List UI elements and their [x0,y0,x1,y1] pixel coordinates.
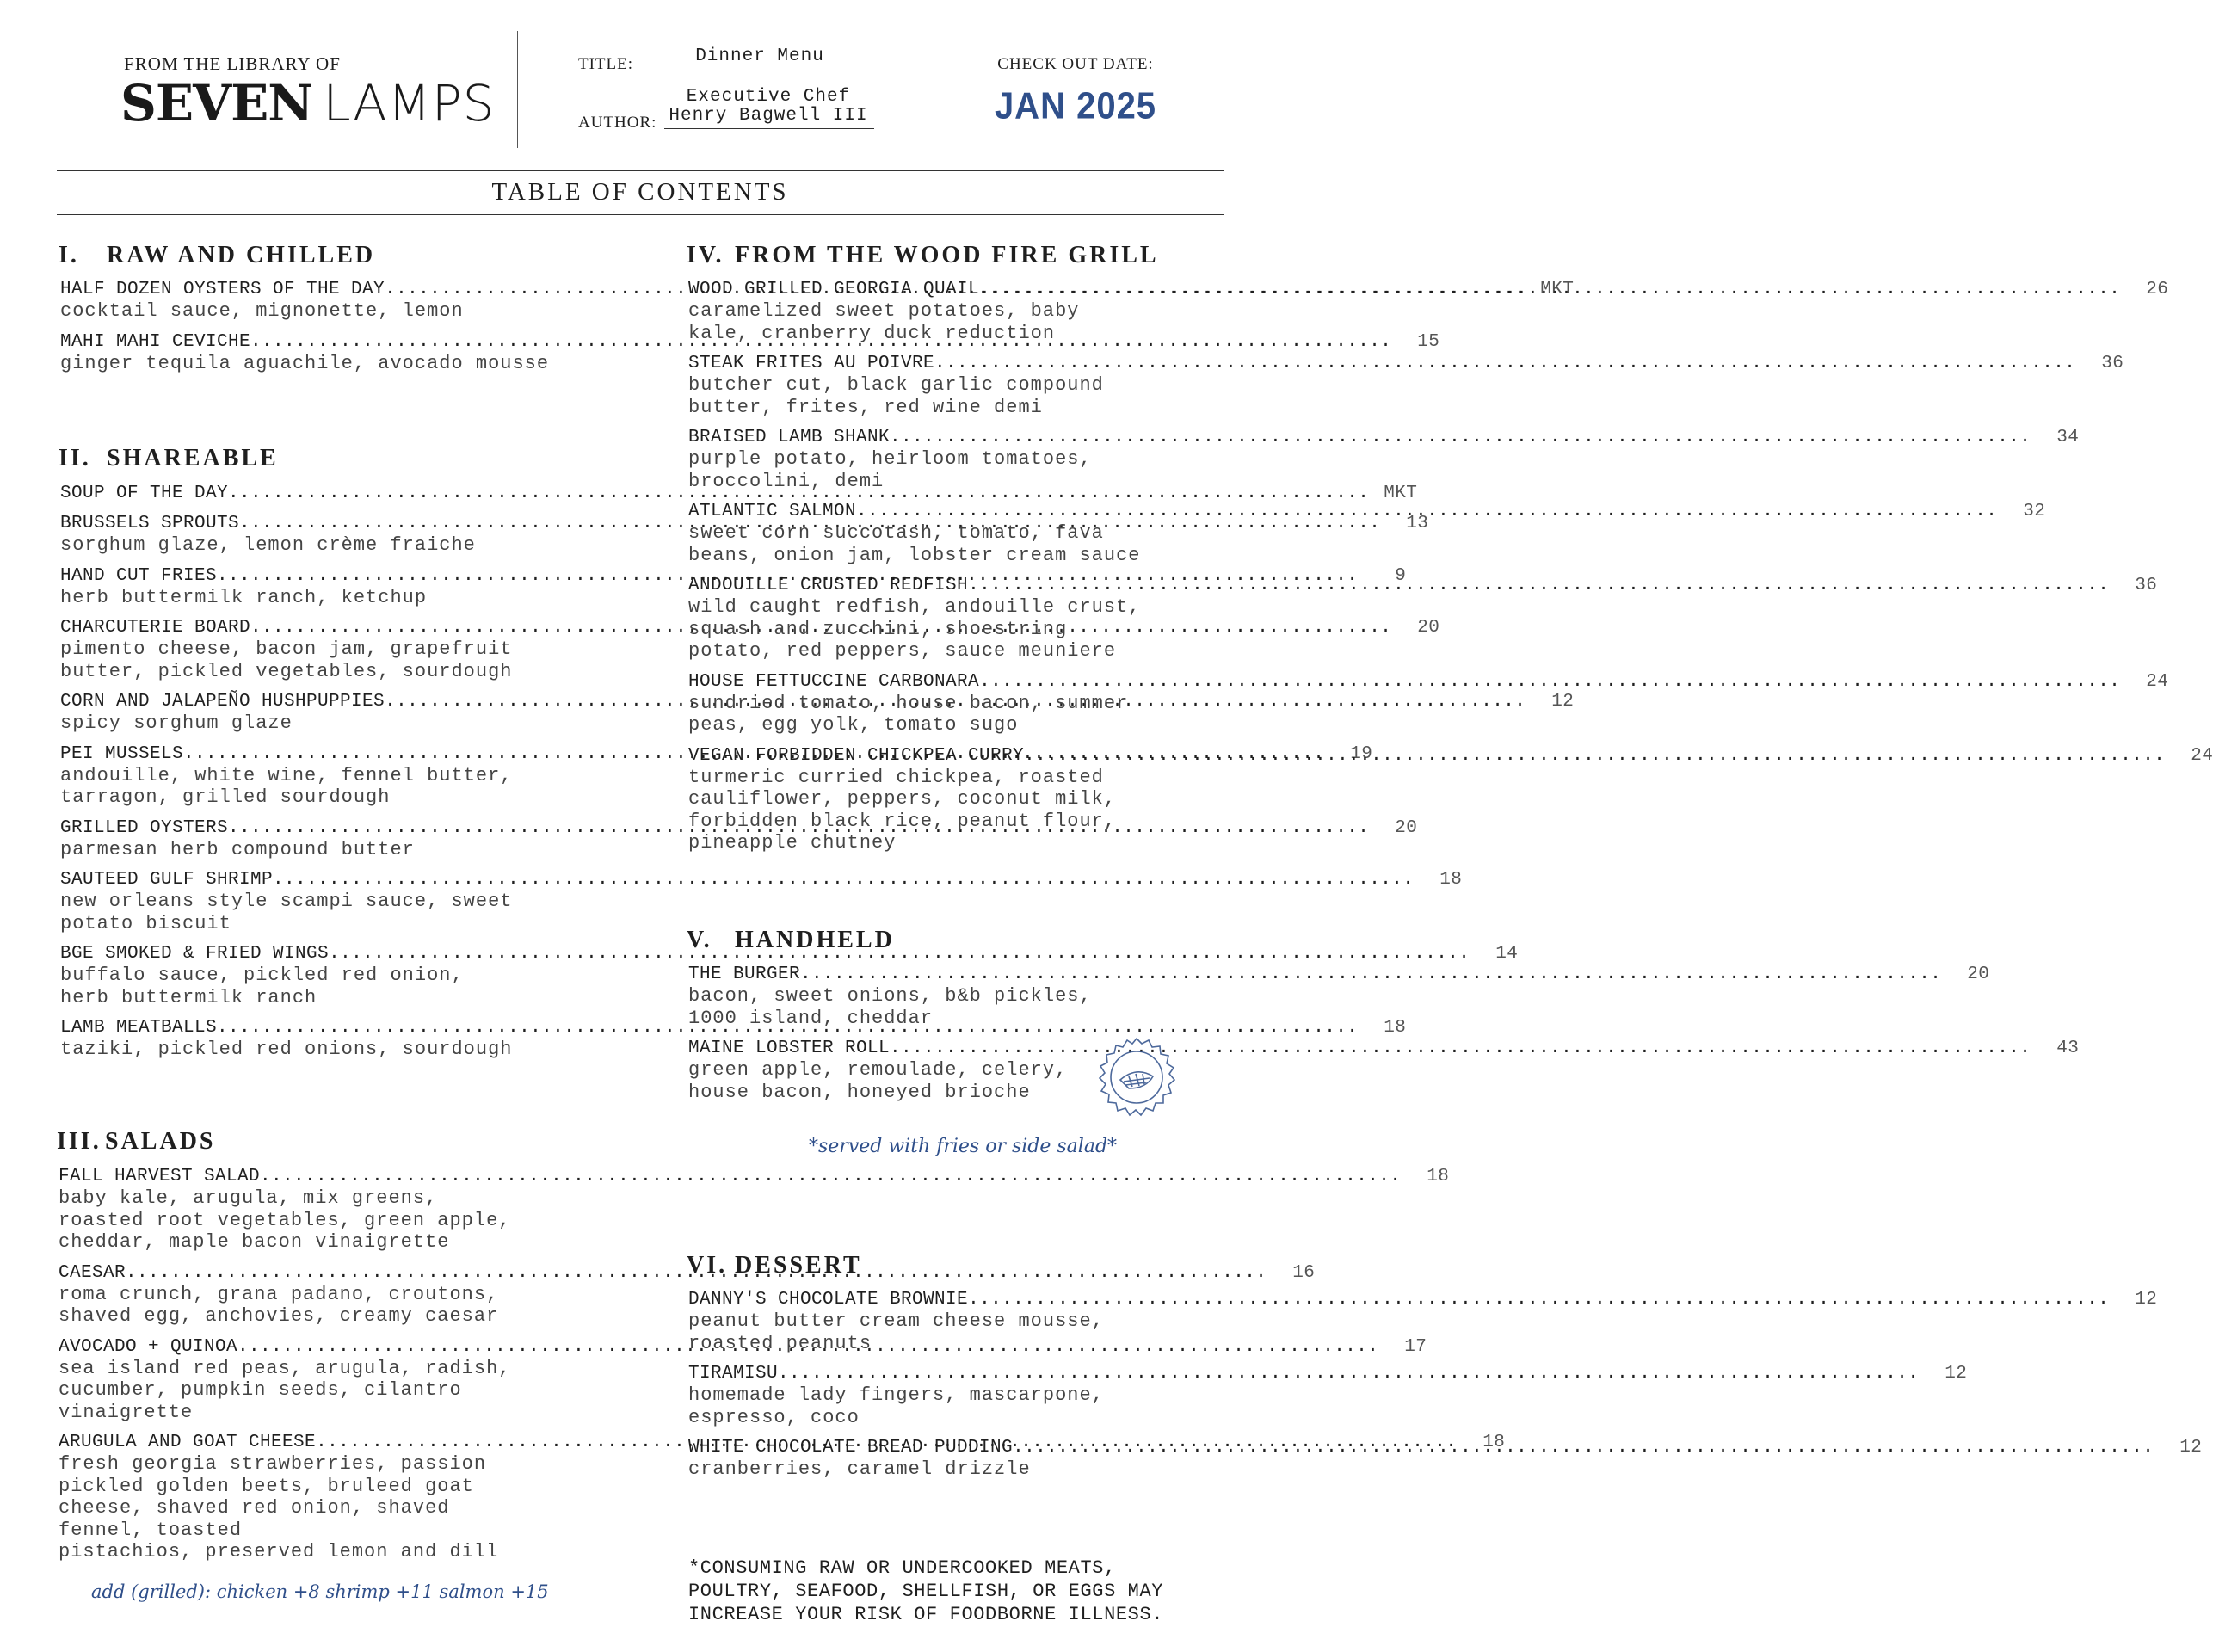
menu-item-description: espresso, coco [688,1406,860,1428]
menu-item [688,427,2080,492]
handheld-side-note: *served with fries or side salad* [809,1136,1118,1157]
dot-leader [890,1038,2031,1059]
menu-item-price: 12 [1945,1364,1968,1384]
menu-item-description: cranberries, caramel drizzle [688,1458,1031,1480]
dot-leader [329,943,1470,965]
menu-item-name: THE BURGER [688,965,801,984]
warning-line: INCREASE YOUR RISK OF FOODBORNE ILLNESS. [688,1604,1164,1625]
title-value: Dinner Menu [695,46,824,66]
dot-leader [856,501,1997,522]
section-title: HANDHELD [735,927,895,953]
dot-leader [1024,745,2165,767]
menu-item-name: LAMB MEATBALLS [60,1018,218,1038]
menu-item-price: MKT [1384,484,1418,503]
menu-item-name: PEI MUSSELS [60,743,184,764]
menu-item-name: SAUTEED GULF SHRIMP [60,870,274,890]
warning-line: *CONSUMING RAW OR UNDERCOOKED MEATS, [688,1557,1116,1579]
menu-item-description: sea island red peas, arugula, radish, [59,1357,511,1379]
dot-leader [800,964,1941,985]
menu-item-description: caramelized sweet potatoes, baby [688,300,1080,322]
menu-item-name: BRAISED LAMB SHANK [688,428,891,447]
menu-item-description: roasted root vegetables, green apple, [59,1209,511,1231]
dot-leader [979,671,2120,693]
menu-item-name: MAINE LOBSTER ROLL [688,1039,891,1058]
menu-item-price: 26 [2146,280,2169,299]
section-number: II. [59,445,91,472]
author-line-2: Henry Bagwell III [669,106,868,126]
menu-item-description: butter, frites, red wine demi [688,396,1043,418]
menu-item-description: forbidden black rice, peanut flour, [688,810,1117,832]
menu-item-name: BRUSSELS SPROUTS [60,514,240,533]
menu-item-description: cauliflower, peppers, coconut milk, [688,788,1117,810]
menu-item [60,483,1418,504]
menu-item-name: TIRAMISU [688,1364,779,1384]
menu-item-price: 16 [1292,1262,1316,1283]
menu-item-price: 24 [2191,745,2213,766]
menu-item-description: beans, onion jam, lobster cream sauce [688,544,1141,566]
table-of-contents-heading: TABLE OF CONTENTS [491,178,789,206]
author-line-1: Executive Chef [686,87,851,107]
menu-item-price: 24 [2146,671,2169,692]
menu-item-name: FALL HARVEST SALAD [59,1167,261,1187]
menu-item-price: 18 [1427,1167,1450,1187]
section-heading-wood-fire-grill [687,242,1159,269]
salad-addon-note: add (grilled): chicken +8 shrimp +11 salmon +15 [91,1581,549,1602]
dot-leader [1013,1437,2154,1458]
menu-item-description: peanut butter cream cheese mousse, [688,1310,1104,1332]
section-title: FROM THE WOOD FIRE GRILL [735,242,1159,268]
menu-item-row [688,501,2046,522]
menu-item-description: purple potato, heirloom tomatoes, [688,448,1092,470]
menu-item-description: vinaigrette [59,1401,194,1423]
section-number: I. [59,242,79,268]
menu-item-price: 20 [1967,965,1990,984]
section-number: V. [687,927,712,953]
menu-item-description: cheddar, maple bacon vinaigrette [59,1231,450,1253]
menu-item-description: taziki, pickled red onions, sourdough [60,1039,513,1060]
menu-item-row [688,575,2158,596]
menu-item-description: fennel, toasted [59,1519,243,1541]
menu-item-name: SOUP OF THE DAY [60,484,229,503]
menu-item-name: ANDOUILLE CRUSTED REDFISH [688,576,969,595]
menu-item-name: STEAK FRITES AU POIVRE [688,354,935,373]
section-title: DESSERT [735,1252,862,1279]
menu-item [688,1363,1968,1428]
menu-item-price: 12 [2179,1438,2203,1458]
menu-item-price: 20 [1395,817,1418,838]
menu-item-description: baby kale, arugula, mix greens, [59,1187,438,1209]
menu-item-price: 18 [1439,870,1463,890]
menu-item-price: MKT [1540,280,1575,299]
menu-item-name: WHITE CHOCOLATE BREAD PUDDING [688,1438,1014,1458]
menu-item-price: 43 [2056,1039,2080,1058]
menu-item-price: 36 [2101,354,2124,373]
menu-item-description: tarragon, grilled sourdough [60,786,391,808]
menu-item-name: VEGAN FORBIDDEN CHICKPEA CURRY [688,745,1025,766]
header-divider-left [517,31,518,148]
menu-item-description: kale, cranberry duck reduction [688,322,1056,344]
menu-item-row [60,943,1519,965]
checkout-label: CHECK OUT DATE: [997,55,1154,73]
menu-item-price: 15 [1417,331,1440,352]
menu-item-price: 36 [2135,576,2158,595]
menu-item-name: CHARCUTERIE BOARD [60,618,251,638]
menu-item-name: MAHI MAHI CEVICHE [60,331,251,352]
menu-item-price: 17 [1404,1336,1427,1357]
menu-item-row [688,671,2169,693]
author-label: AUTHOR: [578,114,657,132]
menu-item-name: HAND CUT FRIES [60,565,218,586]
menu-item-description: butter, pickled vegetables, sourdough [60,660,513,682]
menu-item-price: 13 [1406,514,1429,533]
menu-item-name: CAESAR [59,1262,126,1283]
menu-item-description: wild caught redfish, andouille crust, [688,596,1141,618]
dot-leader [934,353,2075,374]
menu-item-name: WOOD GRILLED GEORGIA QUAIL [688,280,980,299]
menu-item-name: AVOCADO + QUINOA [59,1336,238,1357]
menu-item-price: 12 [1551,692,1575,712]
menu-item-description: turmeric curried chickpea, roasted [688,766,1104,788]
menu-item-description: cheese, shaved red onion, shaved [59,1497,450,1519]
menu-item-description: house bacon, honeyed brioche [688,1081,1031,1103]
menu-item-price: 18 [1384,1018,1407,1038]
menu-item-price: 18 [1483,1433,1506,1452]
section-number: III. [57,1128,102,1155]
library-caption: FROM THE LIBRARY OF [124,53,341,74]
menu-item-price: 32 [2023,502,2046,521]
section-title: SALADS [105,1128,216,1155]
menu-item [59,1166,1450,1254]
menu-item-description: ginger tequila aguachile, avocado mousse [60,352,550,374]
menu-item-description: shaved egg, anchovies, creamy caesar [59,1305,499,1327]
menu-item-price: 20 [1417,618,1440,638]
section-heading-salads [57,1128,215,1156]
menu-item-name: ATLANTIC SALMON [688,502,857,521]
menu-item-description: cocktail sauce, mignonette, lemon [60,300,464,322]
menu-item-description: squash and zucchini, shoestring [688,618,1068,640]
warning-line: POULTRY, SEAFOOD, SHELLFISH, OR EGGS MAY [688,1581,1164,1602]
dot-leader [890,427,2031,448]
menu-item-name: BGE SMOKED & FRIED WINGS [60,944,330,964]
menu-item-description: potato biscuit [60,912,231,934]
menu-item-description: spicy sorghum glaze [60,712,293,734]
menu-item-row [59,1166,1450,1187]
menu-item-row [60,483,1418,504]
menu-item-description: new orleans style scampi sauce, sweet [60,891,513,912]
menu-item-description: pimento cheese, bacon jam, grapefruit [60,638,513,660]
food-safety-warning [688,1556,1239,1626]
dot-leader [979,279,2120,300]
menu-item [688,353,2124,418]
menu-item-description: broccolini, demi [688,470,885,492]
title-label: TITLE: [578,55,634,73]
section-heading-dessert [687,1252,862,1279]
menu-item-description: pistachios, preserved lemon and dill [59,1541,499,1563]
menu-item-row [688,353,2124,374]
menu-item-name: ARUGULA AND GOAT CHEESE [59,1433,317,1452]
toc-rule-bottom [57,214,1224,215]
menu-item-description: parmesan herb compound butter [60,838,415,860]
dot-leader [273,869,1414,891]
lobster-stamp-icon [1094,1035,1179,1119]
menu-item-description: peas, egg yolk, tomato sugo [688,714,1019,736]
menu-item-price: 19 [1350,743,1373,764]
menu-item-description: pickled golden beets, bruleed goat [59,1475,474,1497]
menu-item-description: sundried tomato, house bacon, summer [688,692,1129,714]
menu-item-name: DANNY'S CHOCOLATE BROWNIE [688,1290,969,1310]
menu-item-description: green apple, remoulade, celery, [688,1059,1068,1081]
menu-item-description: sweet corn succotash, tomato, fava [688,522,1104,544]
section-heading-raw-and-chilled [59,242,375,269]
menu-item [60,869,1463,934]
menu-item-description: buffalo sauce, pickled red onion, [60,965,464,986]
menu-item-description: fresh georgia strawberries, passion [59,1453,487,1475]
menu-item-description: herb buttermilk ranch, ketchup [60,586,428,608]
section-heading-handheld [687,927,895,954]
section-number: VI. [687,1252,728,1279]
section-title: SHAREABLE [107,445,279,472]
restaurant-logo [120,74,495,133]
dot-leader [968,575,2109,596]
menu-item-description: butcher cut, black garlic compound [688,374,1104,396]
menu-item-description: pineapple chutney [688,832,897,854]
menu-item-description: 1000 island, cheddar [688,1007,934,1029]
dot-leader [778,1363,1919,1384]
menu-item-description: sorghum glaze, lemon crème fraiche [60,534,476,556]
menu-item-description: roasted peanuts [688,1332,872,1354]
menu-item-price: 34 [2056,428,2080,447]
menu-item-description: bacon, sweet onions, b&b pickles, [688,985,1092,1007]
menu-item-description: andouille, white wine, fennel butter, [60,764,513,786]
section-heading-shareable [59,445,279,472]
menu-item-description: herb buttermilk ranch [60,986,317,1008]
section-number: IV. [687,242,724,268]
menu-item-name: GRILLED OYSTERS [60,817,229,838]
menu-item-price: 12 [2135,1290,2158,1310]
menu-item-price: 14 [1495,944,1519,964]
menu-item-name: HALF DOZEN OYSTERS OF THE DAY [60,280,385,299]
toc-rule-top [57,170,1224,171]
menu-item-name: CORN AND JALAPEÑO HUSHPUPPIES [60,692,385,712]
menu-item-description: roma crunch, grana padano, croutons, [59,1283,499,1305]
logo-bold-text: SEVEN [120,74,313,133]
menu-item-price: 9 [1395,565,1407,586]
logo-light-text: LAMPS [323,74,496,133]
author-underline [664,128,874,129]
dot-leader [968,1289,2109,1310]
dot-leader [260,1166,1401,1187]
menu-item-row [688,427,2080,448]
menu-item-description: homemade lady fingers, mascarpone, [688,1384,1104,1406]
menu-item-description: cucumber, pumpkin seeds, cilantro [59,1379,462,1401]
menu-item-row [688,1289,2158,1310]
menu-item-row [60,869,1463,891]
menu-item-row [688,1363,1968,1384]
checkout-date-stamp: JAN 2025 [994,84,1157,127]
menu-item-name: HOUSE FETTUCCINE CARBONARA [688,671,980,692]
menu-item-row [688,964,1990,985]
menu-item-description: potato, red peppers, sauce meuniere [688,640,1117,662]
section-title: RAW AND CHILLED [107,242,376,268]
